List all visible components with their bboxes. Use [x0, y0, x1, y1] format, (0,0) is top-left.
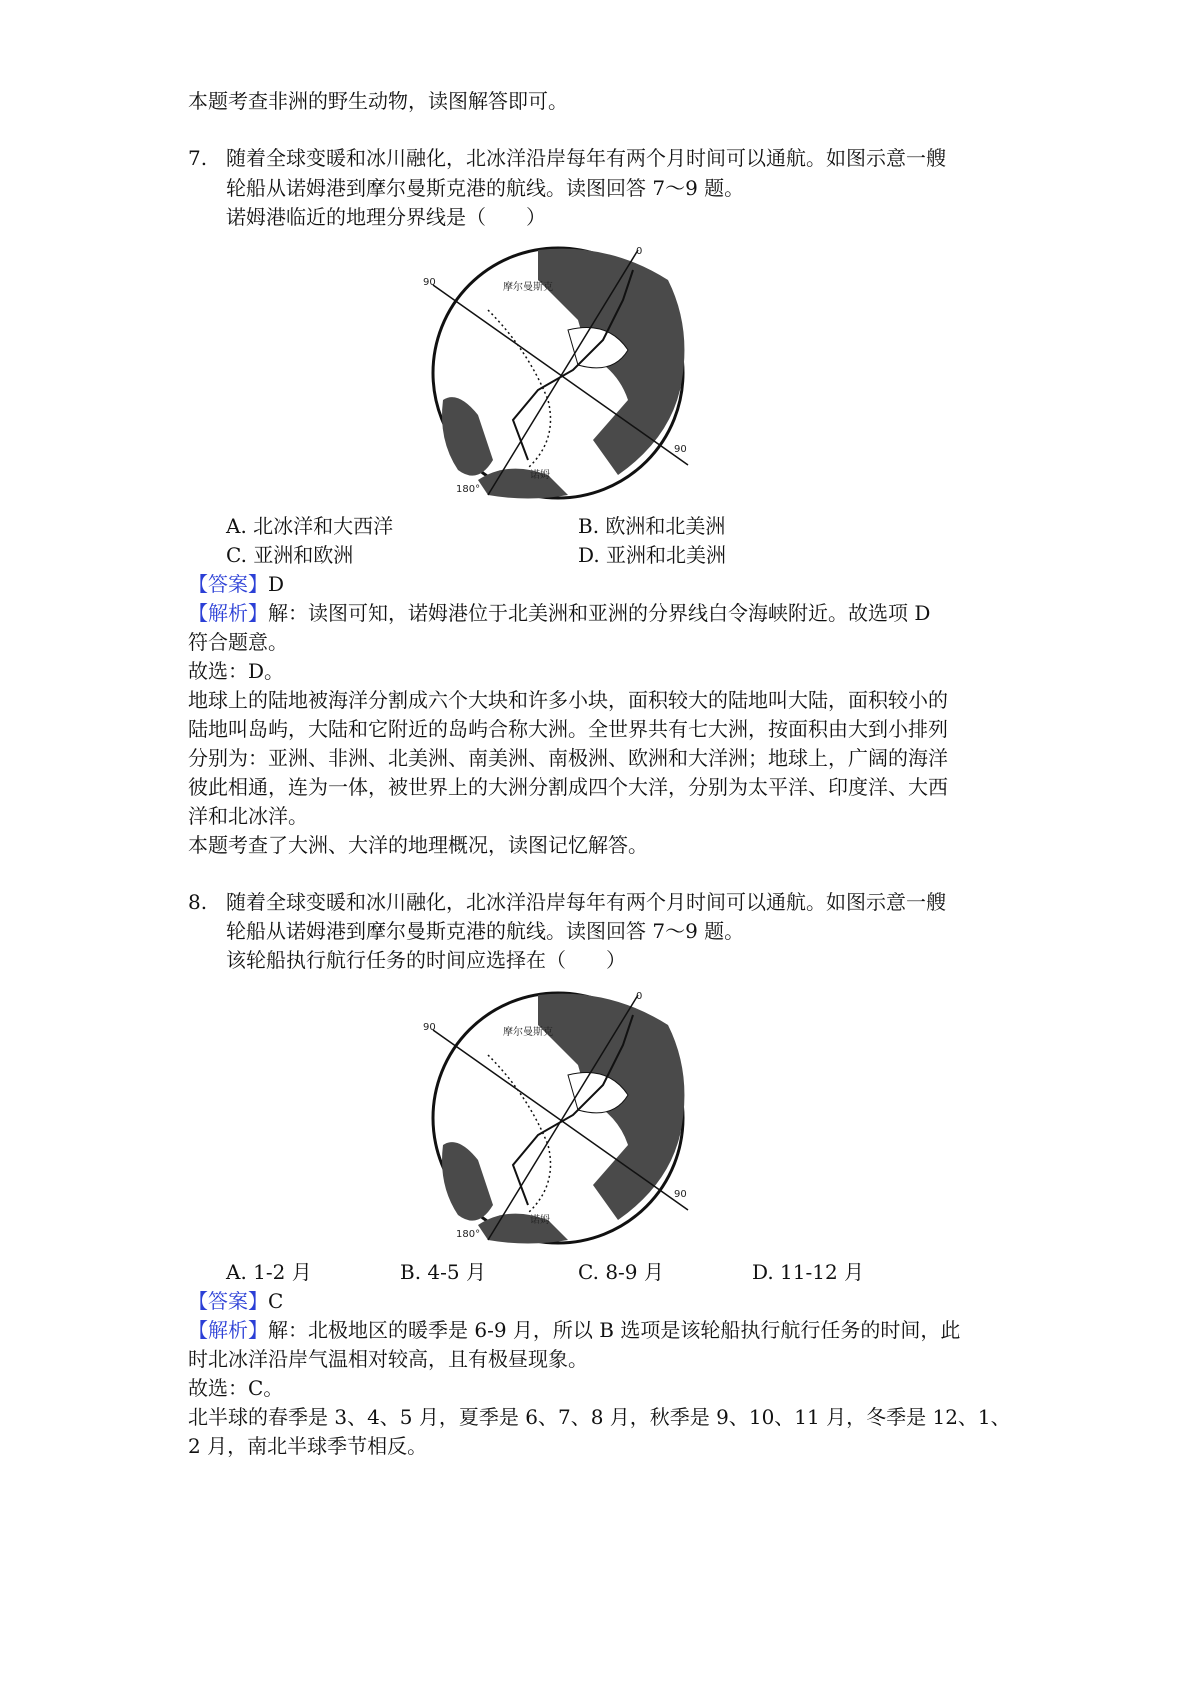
extra-line: 本题考查了大洲、大洋的地理概况，读图记忆解答。 — [188, 833, 648, 857]
label-90-left: 90 — [423, 1022, 436, 1033]
extra-line: 分别为：亚洲、非洲、北美洲、南美洲、南极洲、欧洲和大洋洲；地球上，广阔的海洋 — [188, 746, 948, 770]
option-a: A. 1-2 月 — [226, 1260, 312, 1284]
label-0: 0 — [636, 246, 643, 257]
question-stem-line-2: 轮船从诺姆港到摩尔曼斯克港的航线。读图回答 7～9 题。 — [226, 919, 745, 943]
extra-line: 彼此相通，连为一体，被世界上的大洲分割成四个大洋，分别为太平洋、印度洋、大西 — [188, 775, 948, 799]
question-text: 该轮船执行航行任务的时间应选择在（ ） — [226, 948, 626, 972]
question-stem-line-1: 随着全球变暖和冰川融化，北冰洋沿岸每年有两个月时间可以通航。如图示意一艘 — [226, 890, 946, 914]
arctic-route-map — [418, 985, 708, 1247]
extra-line: 陆地叫岛屿，大陆和它附近的岛屿合称大洲。全世界共有七大洲，按面积由大到小排列 — [188, 717, 948, 741]
option-c: C. 亚洲和欧洲 — [226, 543, 354, 567]
label-90-left: 90 — [423, 277, 436, 288]
label-90-right: 90 — [674, 444, 687, 455]
choice-line: 故选：D。 — [188, 659, 285, 683]
label-murmansk: 摩尔曼斯克 — [503, 282, 553, 293]
arctic-route-map — [418, 240, 708, 502]
question-stem-line-1: 随着全球变暖和冰川融化，北冰洋沿岸每年有两个月时间可以通航。如图示意一艘 — [226, 146, 946, 170]
extra-line: 洋和北冰洋。 — [188, 804, 308, 828]
label-180: 180° — [456, 1229, 481, 1240]
extra-line: 地球上的陆地被海洋分割成六个大块和许多小块，面积较大的陆地叫大陆，面积较小的 — [188, 688, 948, 712]
question-text: 诺姆港临近的地理分界线是（ ） — [226, 205, 546, 229]
intro-note: 本题考查非洲的野生动物，读图解答即可。 — [188, 89, 568, 113]
analysis-line-2: 时北冰洋沿岸气温相对较高，且有极昼现象。 — [188, 1347, 588, 1371]
extra-line: 北半球的春季是 3、4、5 月，夏季是 6、7、8 月，秋季是 9、10、11 月，冬季是 12、1、 — [188, 1405, 1011, 1429]
analysis-line-2: 符合题意。 — [188, 630, 288, 654]
option-c: C. 8-9 月 — [578, 1260, 664, 1284]
label-nome: 诺姆 — [530, 1215, 550, 1226]
option-d: D. 11-12 月 — [752, 1260, 865, 1284]
extra-line: 2 月，南北半球季节相反。 — [188, 1434, 428, 1458]
option-b: B. 欧洲和北美洲 — [578, 514, 726, 538]
analysis-tag: 【解析】 — [188, 601, 268, 625]
question-number: 8. — [188, 890, 208, 914]
label-0: 0 — [636, 991, 643, 1002]
answer-line — [188, 569, 284, 599]
answer-value: D — [268, 572, 285, 596]
answer-tag: 【答案】 — [188, 1289, 268, 1313]
analysis-tag: 【解析】 — [188, 1318, 268, 1342]
option-b: B. 4-5 月 — [400, 1260, 486, 1284]
label-90-right: 90 — [674, 1189, 687, 1200]
label-180: 180° — [456, 484, 481, 495]
answer-value: C — [268, 1289, 284, 1313]
option-d: D. 亚洲和北美洲 — [578, 543, 727, 567]
analysis-line-1: 【解析】解：北极地区的暖季是 6-9 月，所以 B 选项是该轮船执行航行任务的时间，此 — [188, 1318, 961, 1342]
question-number: 7. — [188, 146, 208, 170]
option-a: A. 北冰洋和大西洋 — [226, 514, 394, 538]
question-stem-line-2: 轮船从诺姆港到摩尔曼斯克港的航线。读图回答 7～9 题。 — [226, 176, 745, 200]
choice-line: 故选：C。 — [188, 1376, 284, 1400]
answer-tag: 【答案】 — [188, 572, 268, 596]
label-nome: 诺姆 — [530, 470, 550, 481]
answer-line — [188, 1286, 283, 1316]
label-murmansk: 摩尔曼斯克 — [503, 1027, 553, 1038]
analysis-line-1: 【解析】解：读图可知，诺姆港位于北美洲和亚洲的分界线白令海峡附近。故选项 D — [188, 601, 931, 625]
